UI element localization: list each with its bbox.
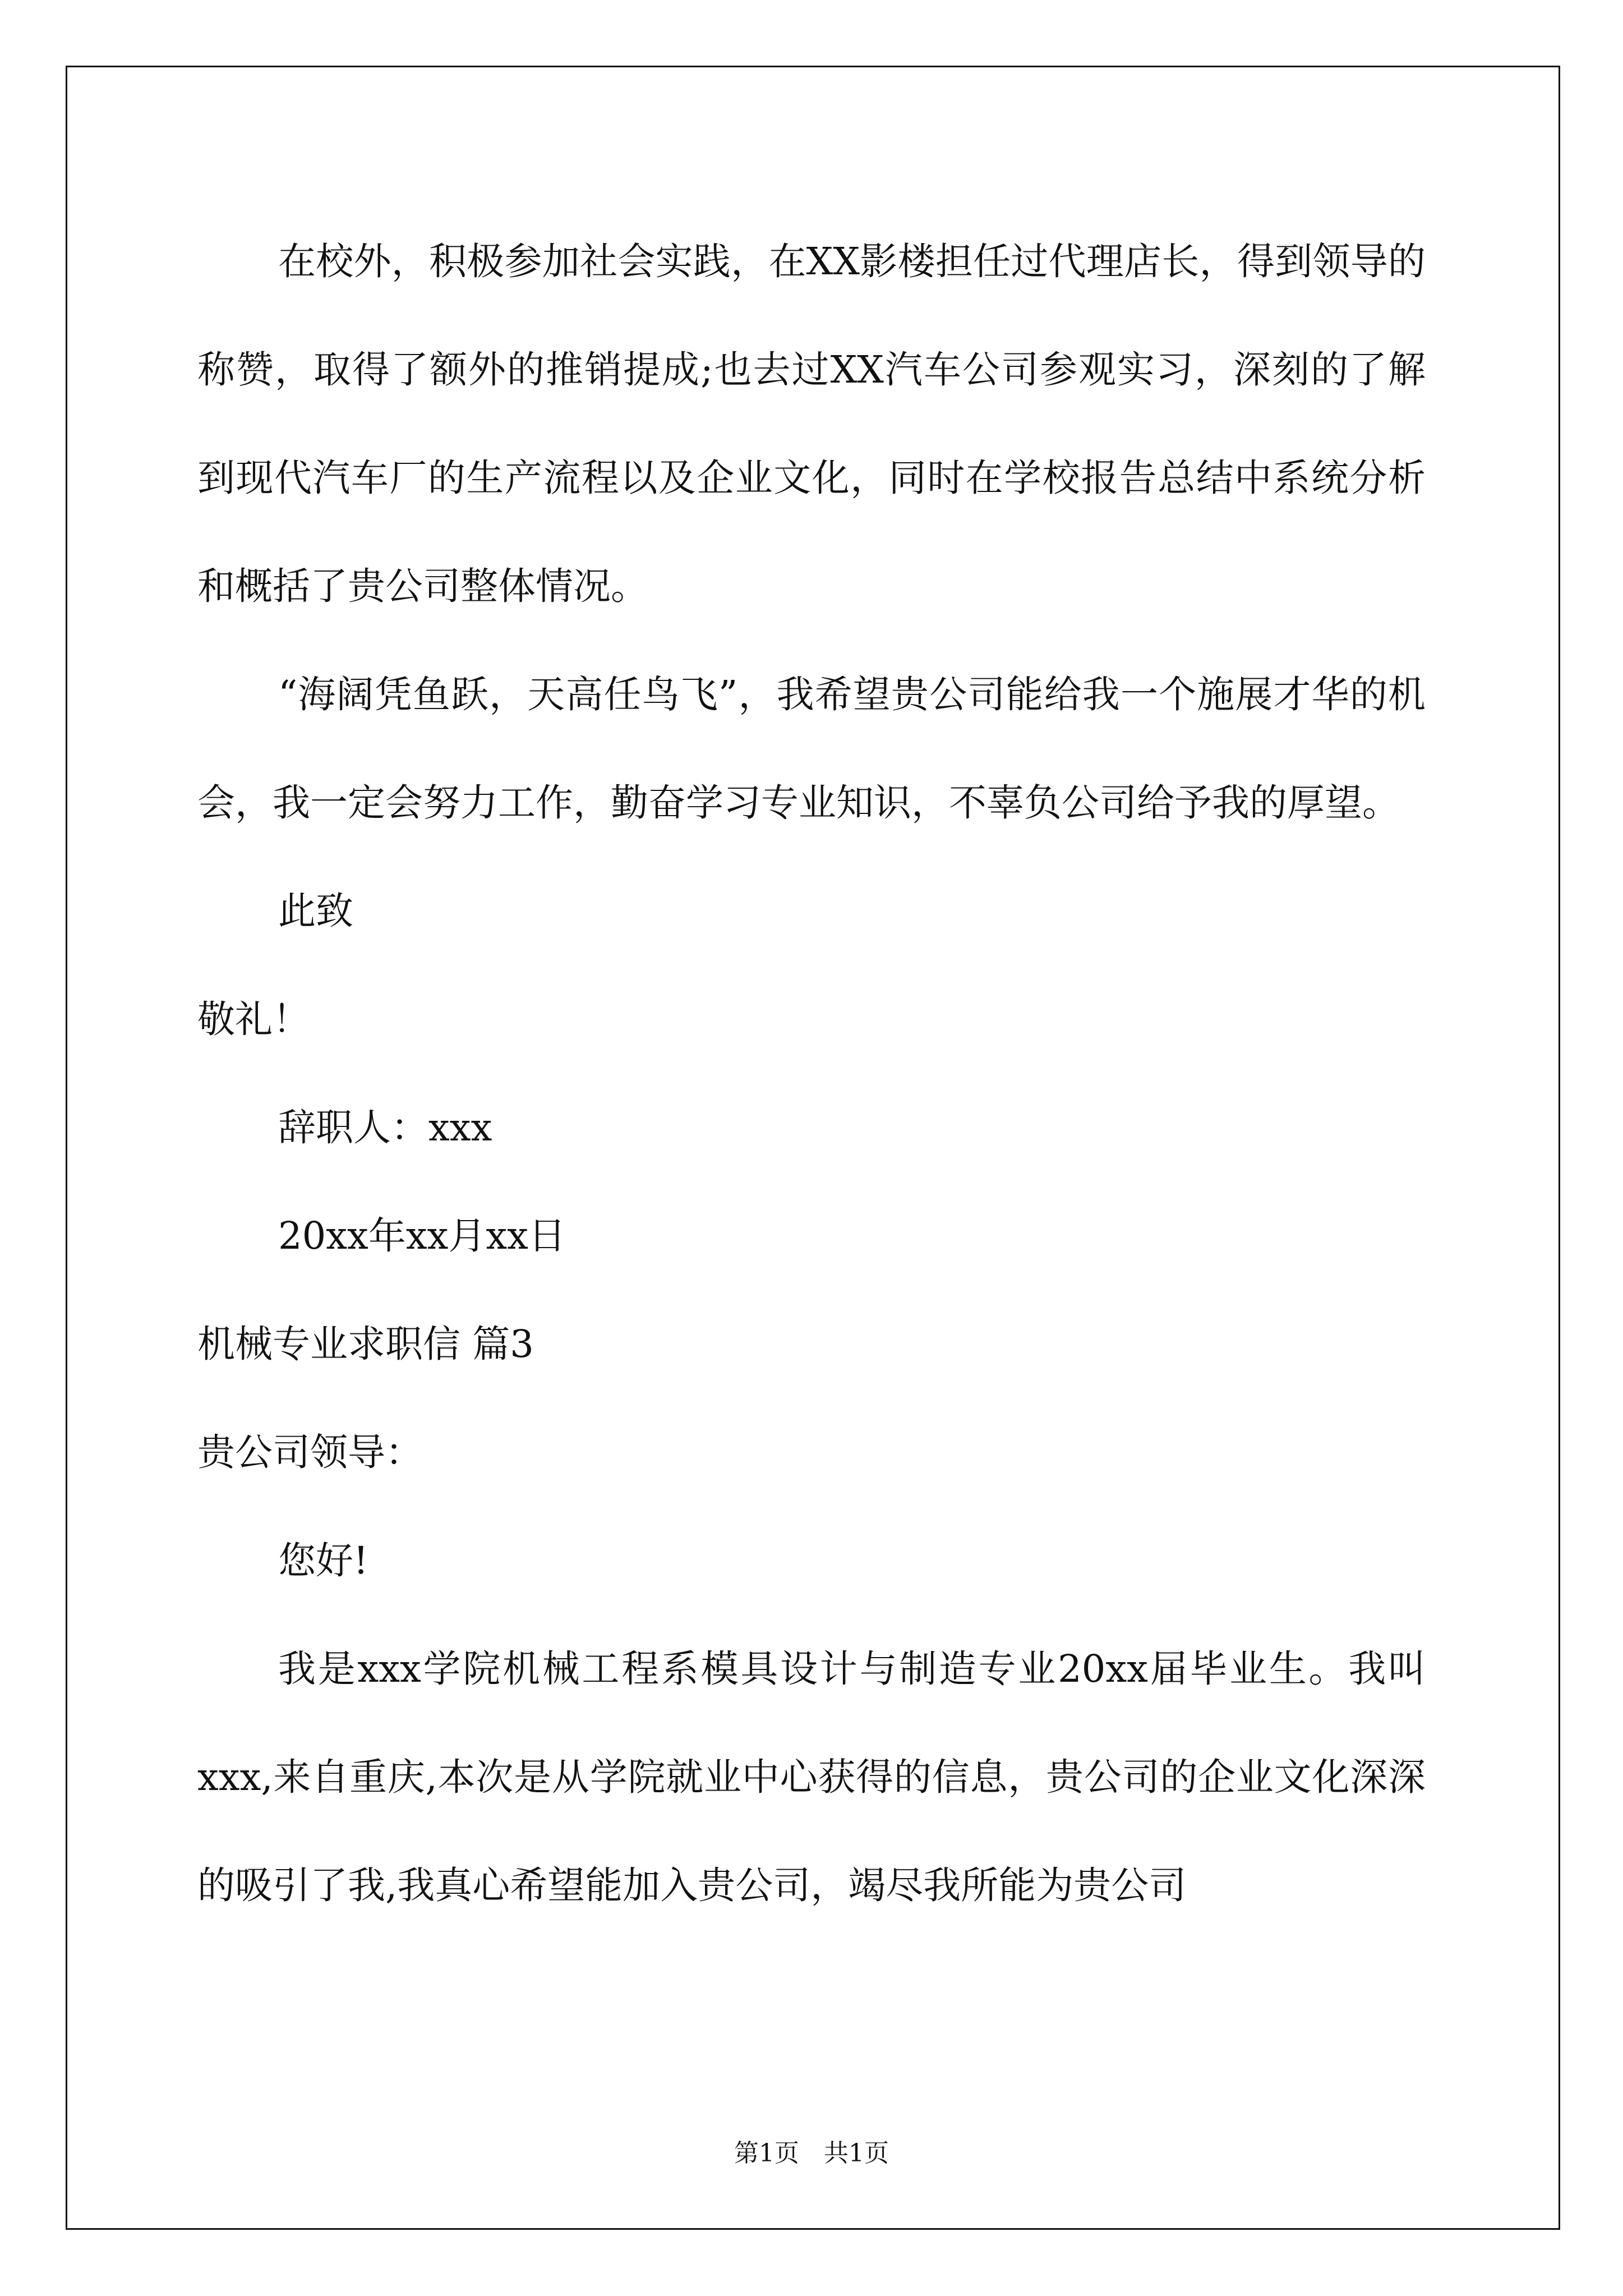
section-heading: 机械专业求职信 篇3: [197, 1322, 534, 1366]
page-number-footer: 第1页 共1页: [734, 2139, 889, 2168]
paragraph-hope: “海阔凭鱼跃，天高任鸟飞”，我希望贵公司能给我一个施展才华的机会，我一定会努力工作，勤奋学习专业知识，不辜负公司给予我的厚望。: [197, 673, 1426, 825]
letter-greeting: 您好!: [278, 1539, 368, 1582]
signature-date: 20xx年xx月xx日: [278, 1214, 566, 1258]
paragraph-introduction: 我是xxx学院机械工程系模具设计与制造专业20xx届毕业生。我叫xxx,来自重庆,本次是从学院就业中心获得的信息，贵公司的企业文化深深的吸引了我,我真心希望能加入贵公司，竭尽我所能为贵公司: [197, 1647, 1426, 1907]
letter-recipient: 贵公司领导：: [197, 1430, 423, 1474]
closing-regards: 敬礼！: [197, 997, 310, 1041]
paragraph-practice: 在校外，积极参加社会实践，在XX影楼担任过代理店长，得到领导的称赞，取得了额外的推销提成;也去过XX汽车公司参观实习，深刻的了解到现代汽车厂的生产流程以及企业文化，同时在学校报告总结中系统分析和概括了贵公司整体情况。: [197, 240, 1426, 608]
document-body: [197, 208, 1426, 1940]
closing-salutation: 此致: [278, 889, 353, 933]
signature-name: 辞职人：xxx: [278, 1106, 492, 1149]
